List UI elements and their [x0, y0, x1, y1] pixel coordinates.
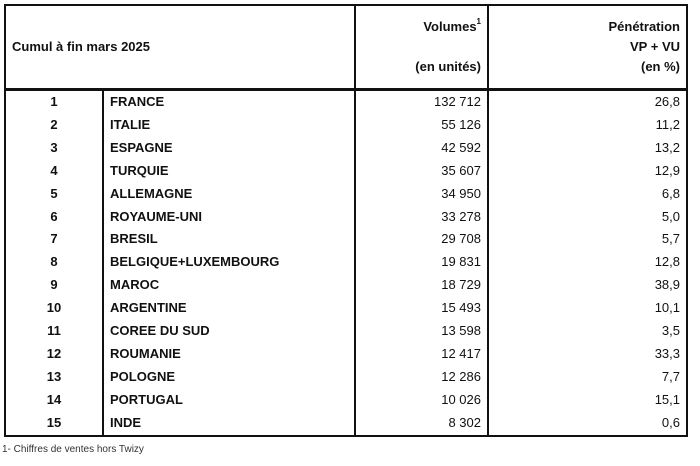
cell-volume: 13 598 [355, 320, 488, 343]
cell-volume: 12 417 [355, 343, 488, 366]
penetration-label: Pénétration [608, 19, 680, 34]
cell-volume: 12 286 [355, 366, 488, 389]
table-row [5, 389, 687, 412]
cell-pen: 15,1 [488, 389, 687, 412]
cell-country: BRESIL [103, 228, 355, 251]
cell-volume: 34 950 [355, 183, 488, 206]
cell-volume: 19 831 [355, 251, 488, 274]
table-row [5, 412, 687, 436]
table-row [5, 90, 687, 114]
table-row [5, 228, 687, 251]
cell-pen: 12,9 [488, 160, 687, 183]
table-row [5, 251, 687, 274]
cell-volume: 15 493 [355, 297, 488, 320]
cell-volume: 55 126 [355, 114, 488, 137]
cell-volume: 8 302 [355, 412, 488, 436]
penetration-unit: (en %) [641, 59, 680, 74]
cell-rank: 12 [46, 345, 62, 361]
cell-rank: 13 [46, 368, 62, 384]
cell-rank: 15 [46, 414, 62, 430]
cell-pen: 0,6 [488, 412, 687, 436]
table-row [5, 297, 687, 320]
table-row [5, 343, 687, 366]
cell-pen: 3,5 [488, 320, 687, 343]
cell-rank: 3 [50, 139, 58, 155]
cell-rank: 8 [50, 254, 58, 270]
cell-rank: 5 [50, 185, 58, 201]
footnote: 1- Chiffres de ventes hors Twizy [2, 444, 144, 455]
cell-country: INDE [103, 412, 355, 436]
cell-pen: 33,3 [488, 343, 687, 366]
volumes-unit: (en unités) [415, 59, 481, 74]
cell-volume: 18 729 [355, 274, 488, 297]
cell-rank: 4 [50, 162, 58, 178]
cell-country: FRANCE [103, 90, 355, 114]
cell-country: TURQUIE [103, 160, 355, 183]
cell-country: ALLEMAGNE [103, 183, 355, 206]
cell-country: MAROC [103, 274, 355, 297]
cell-rank: 1 [50, 94, 58, 109]
cell-pen: 5,0 [488, 206, 687, 229]
cell-pen: 7,7 [488, 366, 687, 389]
sales-table [4, 4, 688, 437]
cell-country: ESPAGNE [103, 137, 355, 160]
cell-volume: 132 712 [355, 90, 488, 114]
cell-country: ROYAUME-UNI [103, 206, 355, 229]
cell-pen: 26,8 [488, 90, 687, 114]
cell-volume: 35 607 [355, 160, 488, 183]
penetration-header [488, 5, 687, 90]
table-row [5, 366, 687, 389]
cell-rank: 9 [50, 277, 58, 293]
cell-country: ARGENTINE [103, 297, 355, 320]
cell-pen: 12,8 [488, 251, 687, 274]
cell-volume: 42 592 [355, 137, 488, 160]
table-row [5, 206, 687, 229]
cell-rank: 14 [46, 391, 62, 407]
cell-rank: 2 [50, 116, 58, 132]
table-row [5, 320, 687, 343]
cell-volume: 10 026 [355, 389, 488, 412]
table-row [5, 274, 687, 297]
volumes-header [355, 5, 488, 90]
table-row [5, 183, 687, 206]
period-header: Cumul à fin mars 2025 [5, 5, 355, 90]
table-row [5, 137, 687, 160]
cell-rank: 7 [50, 231, 58, 247]
cell-rank: 10 [46, 300, 62, 316]
penetration-sublabel: VP + VU [630, 39, 680, 54]
table-row [5, 114, 687, 137]
cell-country: POLOGNE [103, 366, 355, 389]
cell-pen: 38,9 [488, 274, 687, 297]
cell-country: BELGIQUE+LUXEMBOURG [103, 251, 355, 274]
cell-country: ROUMANIE [103, 343, 355, 366]
table-row [5, 160, 687, 183]
table-header [5, 5, 687, 90]
cell-pen: 6,8 [488, 183, 687, 206]
cell-volume: 33 278 [355, 206, 488, 229]
cell-rank: 11 [47, 323, 61, 339]
cell-pen: 10,1 [488, 297, 687, 320]
cell-country: PORTUGAL [103, 389, 355, 412]
cell-country: COREE DU SUD [103, 320, 355, 343]
cell-pen: 13,2 [488, 137, 687, 160]
cell-country: ITALIE [103, 114, 355, 137]
volumes-label: Volumes [423, 19, 477, 34]
cell-volume: 29 708 [355, 228, 488, 251]
cell-pen: 5,7 [488, 228, 687, 251]
footnote-ref: 1 [476, 17, 481, 26]
cell-pen: 11,2 [488, 114, 687, 137]
cell-rank: 6 [50, 208, 58, 224]
